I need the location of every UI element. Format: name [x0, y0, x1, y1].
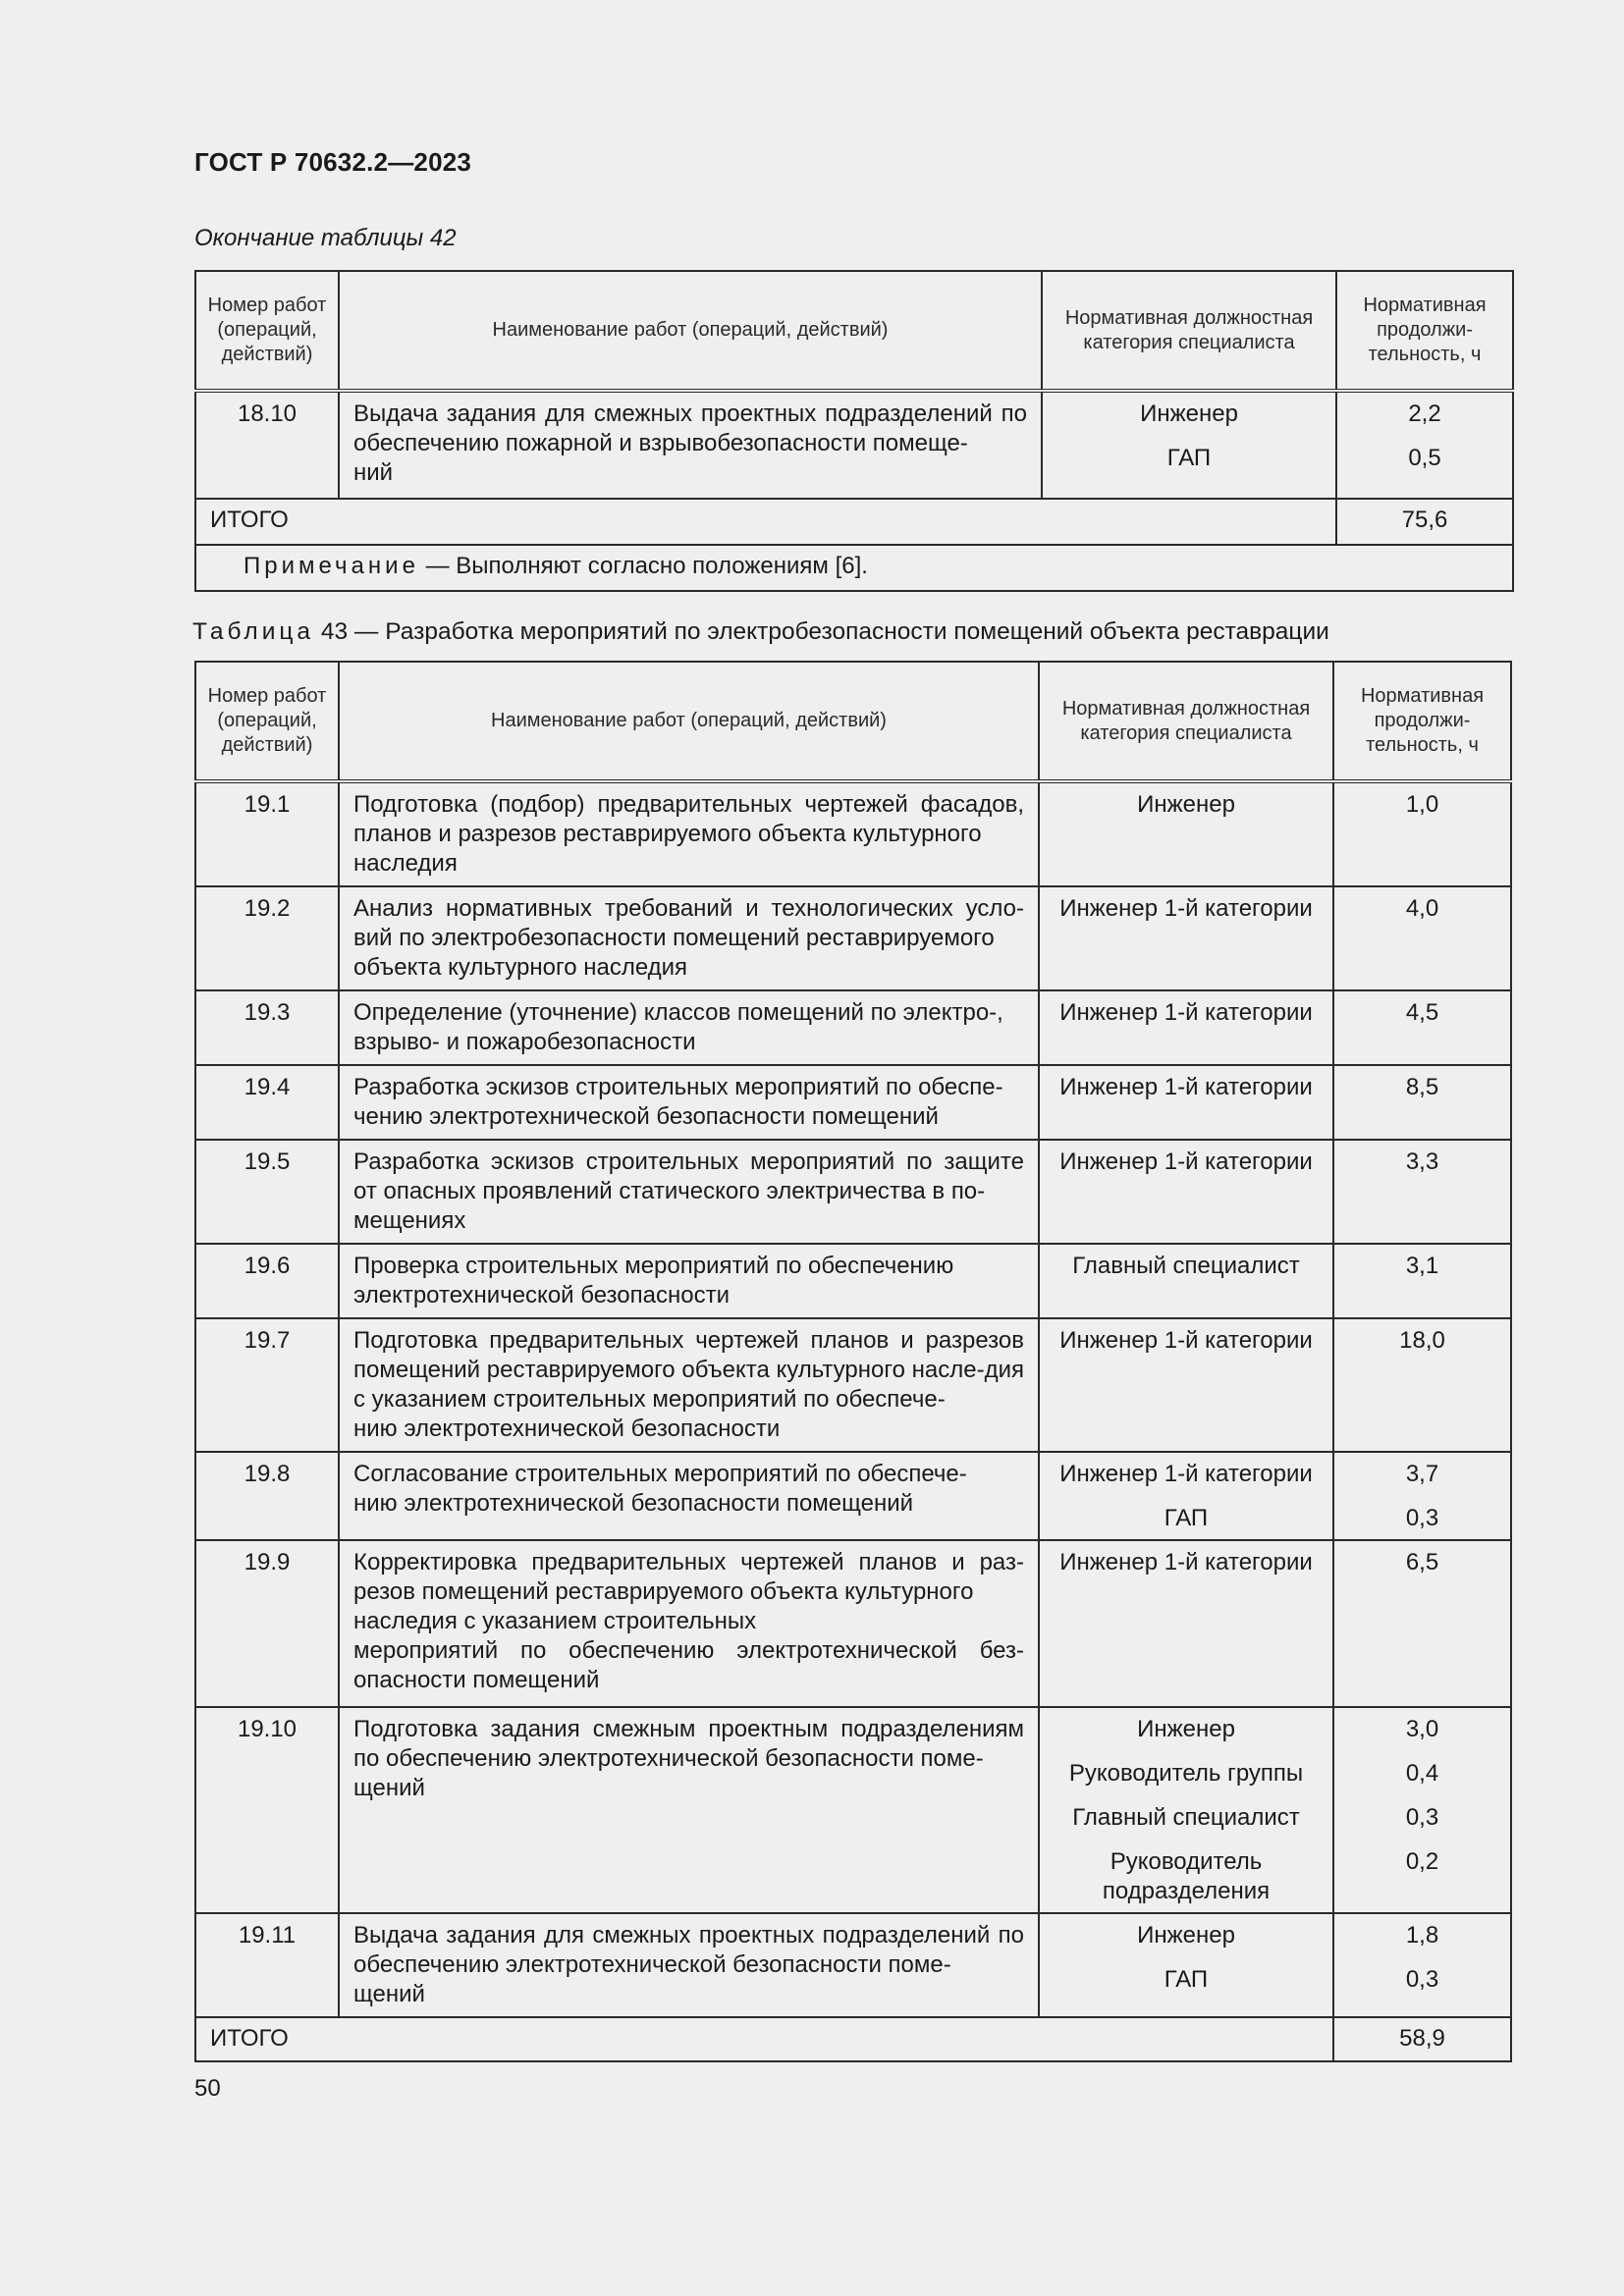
row-number: 19.11	[195, 1913, 339, 2017]
document-header: ГОСТ Р 70632.2—2023	[194, 147, 472, 177]
total-label: ИТОГО	[195, 2017, 1333, 2061]
table-row	[195, 1913, 1511, 2017]
row-duration: 3,3	[1333, 1140, 1511, 1244]
row-duration: 4,5	[1333, 990, 1511, 1065]
row-name: Согласование строительных мероприятий по обеспече- нию электротехнической безопасности помещений	[339, 1452, 1039, 1540]
row-duration: 3,7 0,3	[1333, 1452, 1511, 1540]
table-row	[195, 1707, 1511, 1913]
row-duration: 3,1	[1333, 1244, 1511, 1318]
table-row	[195, 990, 1511, 1065]
row-name: Проверка строительных мероприятий по обеспечению электротехнической безопасности	[339, 1244, 1039, 1318]
row-name: Разработка эскизов строительных мероприятий по защите от опасных проявлений статического электричества в по- мещениях	[339, 1140, 1039, 1244]
row-category: Инженер ГАП	[1042, 391, 1336, 499]
note-row	[195, 545, 1513, 591]
row-number: 19.9	[195, 1540, 339, 1707]
row-number: 19.4	[195, 1065, 339, 1140]
row-duration: 1,8 0,3	[1333, 1913, 1511, 2017]
row-duration: 3,0 0,4 0,3 0,2	[1333, 1707, 1511, 1913]
row-name: Разработка эскизов строительных мероприятий по обеспе- чению электротехнической безопасности помещений	[339, 1065, 1039, 1140]
row-name: Подготовка (подбор) предварительных чертежей фасадов, планов и разрезов реставрируемого объекта культурного наследия	[339, 781, 1039, 886]
row-category: Инженер 1-й категории	[1039, 886, 1333, 990]
row-category: Инженер ГАП	[1039, 1913, 1333, 2017]
row-category: Инженер 1-й категории	[1039, 1318, 1333, 1452]
col-header-number: Номер работ (операций, действий)	[195, 662, 339, 781]
row-number: 19.2	[195, 886, 339, 990]
row-category: Инженер	[1039, 781, 1333, 886]
col-header-category: Нормативная должностная категория специалиста	[1039, 662, 1333, 781]
row-name: Подготовка задания смежным проектным подразделениям по обеспечению электротехнической безопасности поме- щений	[339, 1707, 1039, 1913]
row-number: 19.10	[195, 1707, 339, 1913]
row-category: Инженер 1-й категории	[1039, 1065, 1333, 1140]
row-name: Выдача задания для смежных проектных подразделений по обеспечению электротехнической безопасности поме- щений	[339, 1913, 1039, 2017]
table-42-end	[194, 270, 1514, 592]
row-category: Главный специалист	[1039, 1244, 1333, 1318]
table-row	[195, 391, 1513, 499]
row-category: Инженер 1-й категории ГАП	[1039, 1452, 1333, 1540]
table42-continuation-caption: Окончание таблицы 42	[194, 225, 457, 251]
row-name: Определение (уточнение) классов помещений по электро-, взрыво- и пожаробезопасности	[339, 990, 1039, 1065]
row-number: 19.5	[195, 1140, 339, 1244]
col-header-duration: Нормативная продолжи-тельность, ч	[1336, 271, 1513, 391]
row-duration: 8,5	[1333, 1065, 1511, 1140]
row-number: 19.1	[195, 781, 339, 886]
total-label: ИТОГО	[195, 499, 1336, 545]
row-duration: 6,5	[1333, 1540, 1511, 1707]
col-header-name: Наименование работ (операций, действий)	[339, 662, 1039, 781]
row-name: Выдача задания для смежных проектных подразделений по обеспечению пожарной и взрывобезопасности помеще- ний	[339, 391, 1042, 499]
table-43	[194, 661, 1512, 2062]
row-number: 18.10	[195, 391, 339, 499]
total-value: 75,6	[1336, 499, 1513, 545]
row-duration: 2,2 0,5	[1336, 391, 1513, 499]
total-value: 58,9	[1333, 2017, 1511, 2061]
row-duration: 18,0	[1333, 1318, 1511, 1452]
row-number: 19.3	[195, 990, 339, 1065]
row-duration: 1,0	[1333, 781, 1511, 886]
row-category: Инженер Руководитель группы Главный специалист Руководитель подразделения	[1039, 1707, 1333, 1913]
table43-caption: Таблица 43 — Разработка мероприятий по электробезопасности помещений объекта реставрации	[192, 618, 1329, 645]
row-number: 19.7	[195, 1318, 339, 1452]
row-duration: 4,0	[1333, 886, 1511, 990]
row-category: Инженер 1-й категории	[1039, 1540, 1333, 1707]
page-number: 50	[194, 2075, 221, 2102]
table-row	[195, 1318, 1511, 1452]
row-name: Анализ нормативных требований и технологических усло-вий по электробезопасности помещений реставрируемого объекта культурного наследия	[339, 886, 1039, 990]
col-header-name: Наименование работ (операций, действий)	[339, 271, 1042, 391]
table-row	[195, 1140, 1511, 1244]
row-number: 19.6	[195, 1244, 339, 1318]
table-row	[195, 1540, 1511, 1707]
table-row	[195, 781, 1511, 886]
col-header-duration: Нормативная продолжи-тельность, ч	[1333, 662, 1511, 781]
col-header-number: Номер работ (операций, действий)	[195, 271, 339, 391]
row-name: Корректировка предварительных чертежей планов и раз-резов помещений реставрируемого объекта культурного наследия с указанием строительных мероприятий по обеспечению электротехнической без- опасности помещений	[339, 1540, 1039, 1707]
total-row	[195, 499, 1513, 545]
table-row	[195, 1244, 1511, 1318]
row-category: Инженер 1-й категории	[1039, 990, 1333, 1065]
row-name: Подготовка предварительных чертежей планов и разрезов помещений реставрируемого объекта культурного насле-дия с указанием строительных мероприятий по обеспече- нию электротехнической безопасности	[339, 1318, 1039, 1452]
table-row	[195, 1452, 1511, 1540]
table-row	[195, 886, 1511, 990]
table-row	[195, 1065, 1511, 1140]
row-number: 19.8	[195, 1452, 339, 1540]
row-category: Инженер 1-й категории	[1039, 1140, 1333, 1244]
total-row	[195, 2017, 1511, 2061]
col-header-category: Нормативная должностная категория специалиста	[1042, 271, 1336, 391]
table-note: Примечание — Выполняют согласно положениям [6].	[195, 545, 1513, 591]
